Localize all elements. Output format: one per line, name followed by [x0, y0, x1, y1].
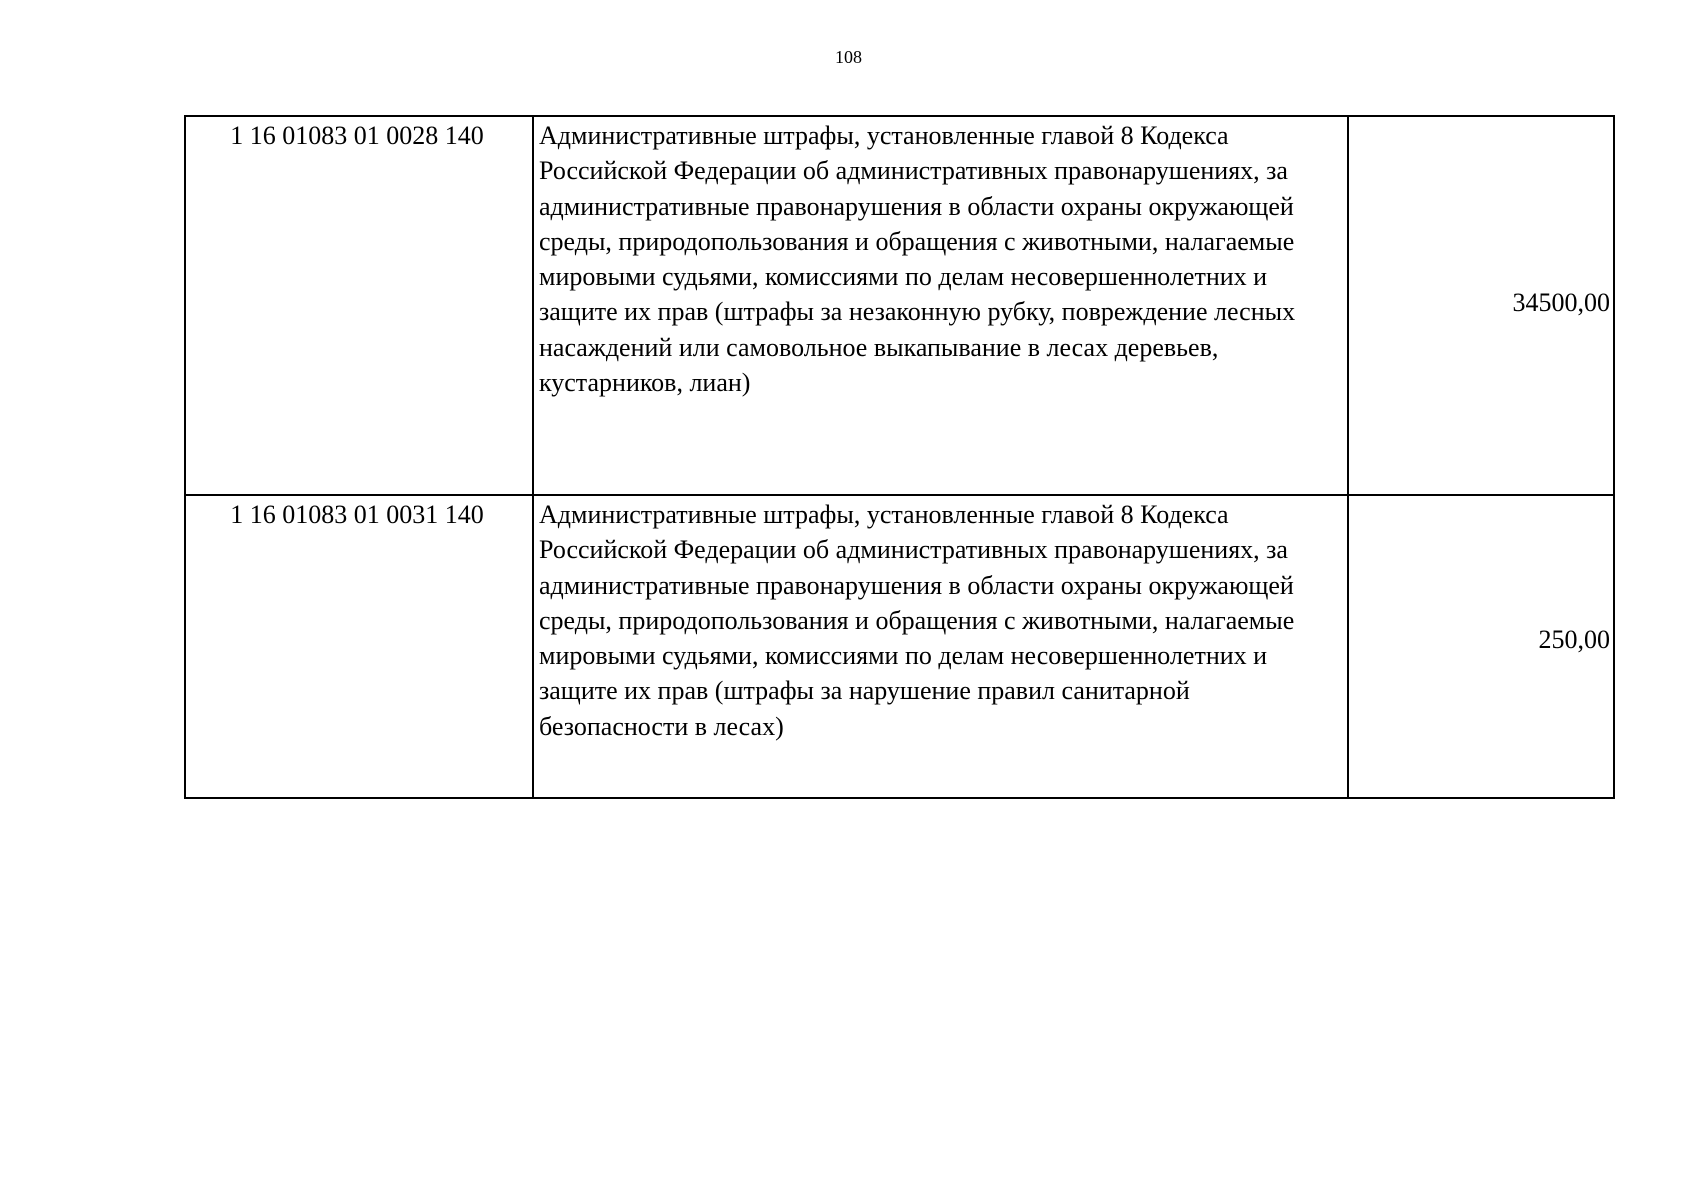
table-row — [185, 495, 1614, 798]
revenue-description: Административные штрафы, установленные главой 8 Кодекса Российской Федерации об административных правонарушениях, за административные правонарушения в области охраны окружающей среды, природопользования и обращения с животными, налагаемые мировыми судьями, комиссиями по делам несовершеннолетних и защите их прав (штрафы за незаконную рубку, повреждение лесных насаждений или самовольное выкапывание в лесах деревьев, кустарников, лиан) — [533, 116, 1348, 495]
revenue-description: Административные штрафы, установленные главой 8 Кодекса Российской Федерации об административных правонарушениях, за административные правонарушения в области охраны окружающей среды, природопользования и обращения с животными, налагаемые мировыми судьями, комиссиями по делам несовершеннолетних и защите их прав (штрафы за нарушение правил санитарной безопасности в лесах) — [533, 495, 1348, 798]
page-number: 108 — [835, 47, 862, 67]
amount-value: 250,00 — [1538, 624, 1610, 654]
table-row — [185, 116, 1614, 495]
budget-revenue-table — [184, 115, 1615, 799]
budget-classification-code: 1 16 01083 01 0028 140 — [185, 116, 533, 495]
amount-cell — [1348, 495, 1614, 798]
amount-cell — [1348, 116, 1614, 495]
amount-value: 34500,00 — [1512, 287, 1610, 317]
budget-classification-code: 1 16 01083 01 0031 140 — [185, 495, 533, 798]
